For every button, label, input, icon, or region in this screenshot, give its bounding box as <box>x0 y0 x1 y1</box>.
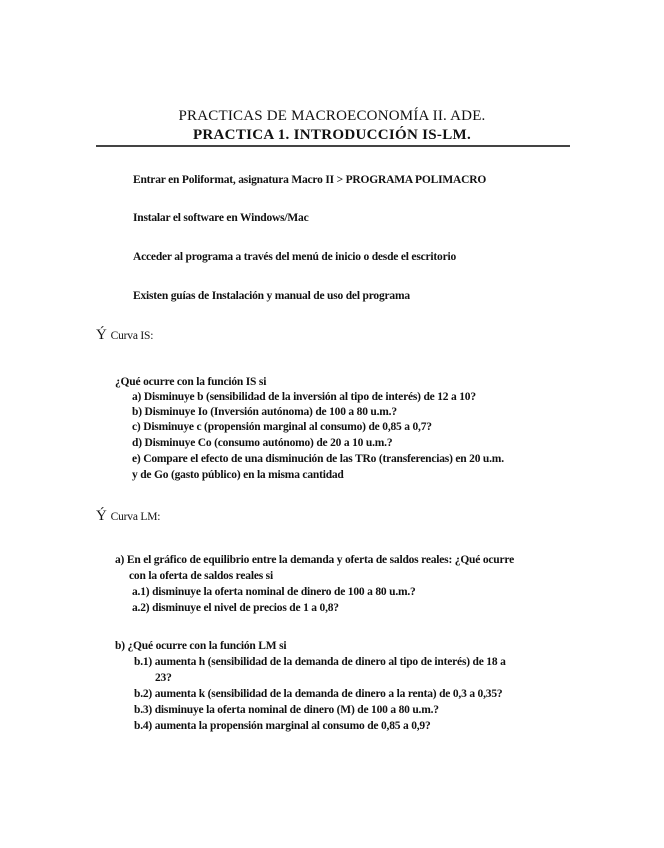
lm-b-question: b) ¿Qué ocurre con la función LM si <box>115 640 287 652</box>
is-item-e: e) Compare el efecto de una disminución de las TRo (transferencias) en 20 u.m. <box>132 453 504 465</box>
bullet-icon: Ý <box>96 508 107 524</box>
bullet-icon: Ý <box>96 327 107 343</box>
is-item-d: d) Disminuye Co (consumo autónomo) de 20 a 10 u.m.? <box>132 437 393 449</box>
is-item-b: b) Disminuye Io (Inversión autónoma) de 100 a 80 u.m.? <box>132 406 397 418</box>
section-lm-heading <box>96 508 160 525</box>
intro-line-4: Existen guías de Instalación y manual de uso del programa <box>133 290 410 302</box>
is-item-e-cont: y de Go (gasto público) en la misma cantidad <box>132 469 344 481</box>
is-item-a: a) Disminuye b (sensibilidad de la inversión al tipo de interés) de 12 a 10? <box>132 391 476 403</box>
lm-item-b1: b.1) aumenta h (sensibilidad de la demanda de dinero al tipo de interés) de 18 a <box>134 656 506 668</box>
lm-item-b1-cont: 23? <box>155 672 172 684</box>
lm-item-b3: b.3) disminuye la oferta nominal de dinero (M) de 100 a 80 u.m.? <box>134 704 439 716</box>
intro-line-2: Instalar el software en Windows/Mac <box>133 212 309 224</box>
lm-item-b4: b.4) aumenta la propensión marginal al consumo de 0,85 a 0,9? <box>134 720 431 732</box>
is-question: ¿Qué ocurre con la función IS si <box>115 376 267 388</box>
lm-item-b2: b.2) aumenta k (sensibilidad de la demanda de dinero a la renta) de 0,3 a 0,35? <box>134 688 503 700</box>
lm-item-a1: a.1) disminuye la oferta nominal de dinero de 100 a 80 u.m.? <box>132 586 416 598</box>
section-is-heading <box>96 327 153 344</box>
intro-line-3: Acceder al programa a través del menú de inicio o desde el escritorio <box>133 251 457 263</box>
title-underline <box>96 145 570 147</box>
section-is-heading-label: Curva IS: <box>110 330 154 342</box>
section-lm-heading-label: Curva LM: <box>110 511 161 523</box>
lm-item-a2: a.2) disminuye el nivel de precios de 1 a 0,8? <box>132 602 339 614</box>
is-item-c: c) Disminuye c (propensión marginal al consumo) de 0,85 a 0,7? <box>132 421 432 433</box>
document-title: PRACTICAS DE MACROECONOMÍA II. ADE. <box>178 108 486 124</box>
intro-line-1: Entrar en Poliformat, asignatura Macro II > PROGRAMA POLIMACRO <box>133 174 487 186</box>
lm-a-line-2: con la oferta de saldos reales si <box>129 570 273 582</box>
lm-a-line-1: a) En el gráfico de equilibrio entre la demanda y oferta de saldos reales: ¿Qué ocurre <box>115 554 514 566</box>
document-subtitle: PRACTICA 1. INTRODUCCIÓN IS-LM. <box>192 127 472 143</box>
